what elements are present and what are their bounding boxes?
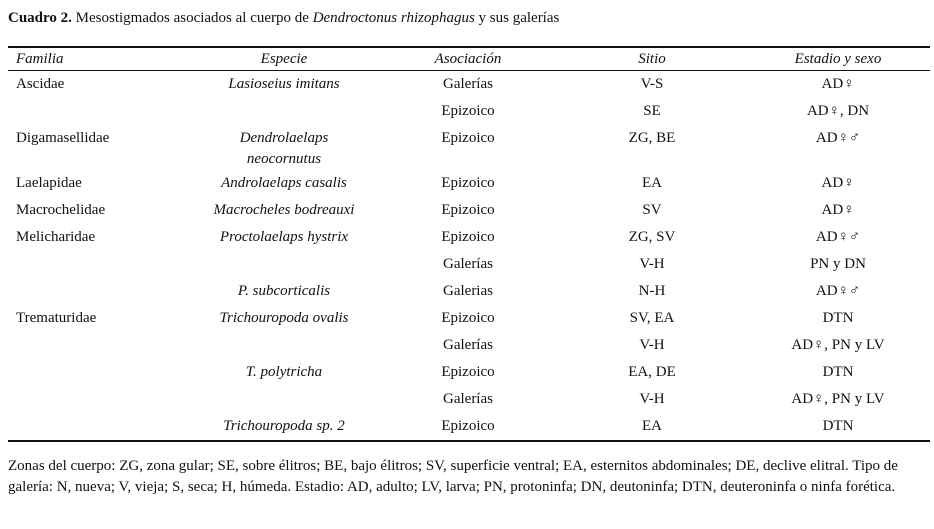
cell-especie	[190, 386, 378, 413]
cell-estadio: AD♀♂	[815, 130, 861, 146]
cell-familia: Digamasellidae	[16, 130, 110, 146]
table-row	[8, 332, 930, 359]
header-estadio: Estadio y sexo	[794, 50, 882, 67]
cell-asociacion: Epizoico	[441, 103, 495, 119]
cell-sitio: EA, DE	[628, 364, 676, 380]
cell-estadio: AD♀	[821, 76, 855, 92]
cell-familia	[8, 98, 190, 125]
header-especie: Especie	[260, 50, 308, 67]
cell-especie: Trichouropoda ovalis	[219, 310, 349, 326]
cell-familia: Trematuridae	[16, 310, 97, 326]
cell-sitio: EA	[642, 175, 662, 191]
cell-sitio: SV, EA	[629, 310, 675, 326]
cell-sitio: V-S	[640, 76, 664, 92]
cell-asociacion: Galerias	[443, 283, 493, 299]
cell-sitio: ZG, SV	[628, 229, 676, 245]
cell-asociacion: Galerías	[443, 76, 493, 92]
cell-asociacion: Galerías	[443, 391, 493, 407]
table-row	[8, 98, 930, 125]
cell-especie: P. subcorticalis	[237, 283, 331, 299]
table-caption	[8, 10, 559, 27]
cell-especie: Androlaelaps casalis	[221, 175, 347, 191]
cell-familia	[8, 332, 190, 359]
caption-species: Dendroctonus rhizophagus	[312, 10, 475, 26]
cell-sitio: ZG, BE	[628, 130, 676, 146]
table-row	[8, 125, 930, 170]
table-footnote: Zonas del cuerpo: ZG, zona gular; SE, sobre élitros; BE, bajo élitros; SV, superficie ventral; EA, esternitos abdominales; DE, declive elitral. Tipo de galería: N, nueva; V, vieja; S, seca; H, húmeda. Estadio: AD, adulto; LV, larva; PN, protoninfa; DN, deutoninfa; DTN, deuteroninfa o ninfa forética.	[8, 458, 898, 495]
cell-sitio: EA	[642, 418, 662, 434]
cell-familia: Laelapidae	[16, 175, 82, 191]
cell-especie: Dendrolaelaps neocornutus	[239, 130, 329, 167]
cell-familia: Ascidae	[16, 76, 65, 92]
cell-especie: Macrocheles bodreauxi	[213, 202, 355, 218]
cell-estadio: AD♀	[821, 175, 855, 191]
caption-text: Mesostigmados asociados al cuerpo de	[71, 10, 313, 26]
cell-asociacion: Galerías	[443, 337, 493, 353]
header-familia: Familia	[16, 50, 64, 67]
mites-table	[8, 46, 930, 442]
cell-estadio: AD♀♂	[815, 283, 861, 299]
table-row	[8, 170, 930, 197]
table-row	[8, 197, 930, 224]
table-row	[8, 224, 930, 251]
cell-asociacion: Epizoico	[441, 310, 495, 326]
cell-especie	[190, 251, 378, 278]
cell-estadio: AD♀, PN y LV	[791, 337, 885, 353]
table-row	[8, 386, 930, 413]
header-sitio: Sitio	[638, 50, 666, 67]
cell-especie: Trichouropoda sp. 2	[223, 418, 345, 434]
cell-especie: Lasioseius imitans	[228, 76, 340, 92]
cell-estadio: AD♀, DN	[806, 103, 870, 119]
cell-familia	[8, 386, 190, 413]
caption-label: Cuadro 2.	[8, 10, 72, 26]
cell-especie: Proctolaelaps hystrix	[219, 229, 349, 245]
table-row	[8, 278, 930, 305]
cell-asociacion: Epizoico	[441, 202, 495, 218]
cell-estadio: DTN	[822, 418, 854, 434]
cell-sitio: V-H	[639, 391, 665, 407]
table-row	[8, 413, 930, 441]
table-row	[8, 71, 930, 99]
cell-familia	[8, 359, 190, 386]
cell-asociacion: Epizoico	[441, 175, 495, 191]
table-row	[8, 305, 930, 332]
caption-text-end: y sus galerías	[474, 10, 560, 26]
cell-estadio: AD♀	[821, 202, 855, 218]
cell-asociacion: Epizoico	[441, 364, 495, 380]
cell-estadio: AD♀, PN y LV	[791, 391, 885, 407]
cell-asociacion: Epizoico	[441, 130, 495, 146]
cell-sitio: SV	[642, 202, 662, 218]
cell-familia	[8, 278, 190, 305]
cell-especie: T. polytricha	[245, 364, 323, 380]
cell-especie	[190, 332, 378, 359]
table-header-row	[8, 47, 930, 71]
cell-familia	[8, 251, 190, 278]
cell-estadio: PN y DN	[810, 256, 866, 272]
cell-sitio: V-H	[639, 256, 665, 272]
cell-sitio: SE	[643, 103, 661, 119]
header-asociacion: Asociación	[434, 50, 502, 67]
cell-estadio: AD♀♂	[815, 229, 861, 245]
cell-asociacion: Epizoico	[441, 418, 495, 434]
cell-sitio: N-H	[638, 283, 666, 299]
cell-asociacion: Epizoico	[441, 229, 495, 245]
cell-estadio: DTN	[822, 364, 854, 380]
cell-sitio: V-H	[639, 337, 665, 353]
cell-especie	[190, 98, 378, 125]
cell-asociacion: Galerías	[443, 256, 493, 272]
cell-estadio: DTN	[822, 310, 854, 326]
cell-familia: Macrochelidae	[16, 202, 106, 218]
cell-familia: Melicharidae	[16, 229, 96, 245]
table-row	[8, 359, 930, 386]
table-row	[8, 251, 930, 278]
cell-familia	[8, 413, 190, 441]
